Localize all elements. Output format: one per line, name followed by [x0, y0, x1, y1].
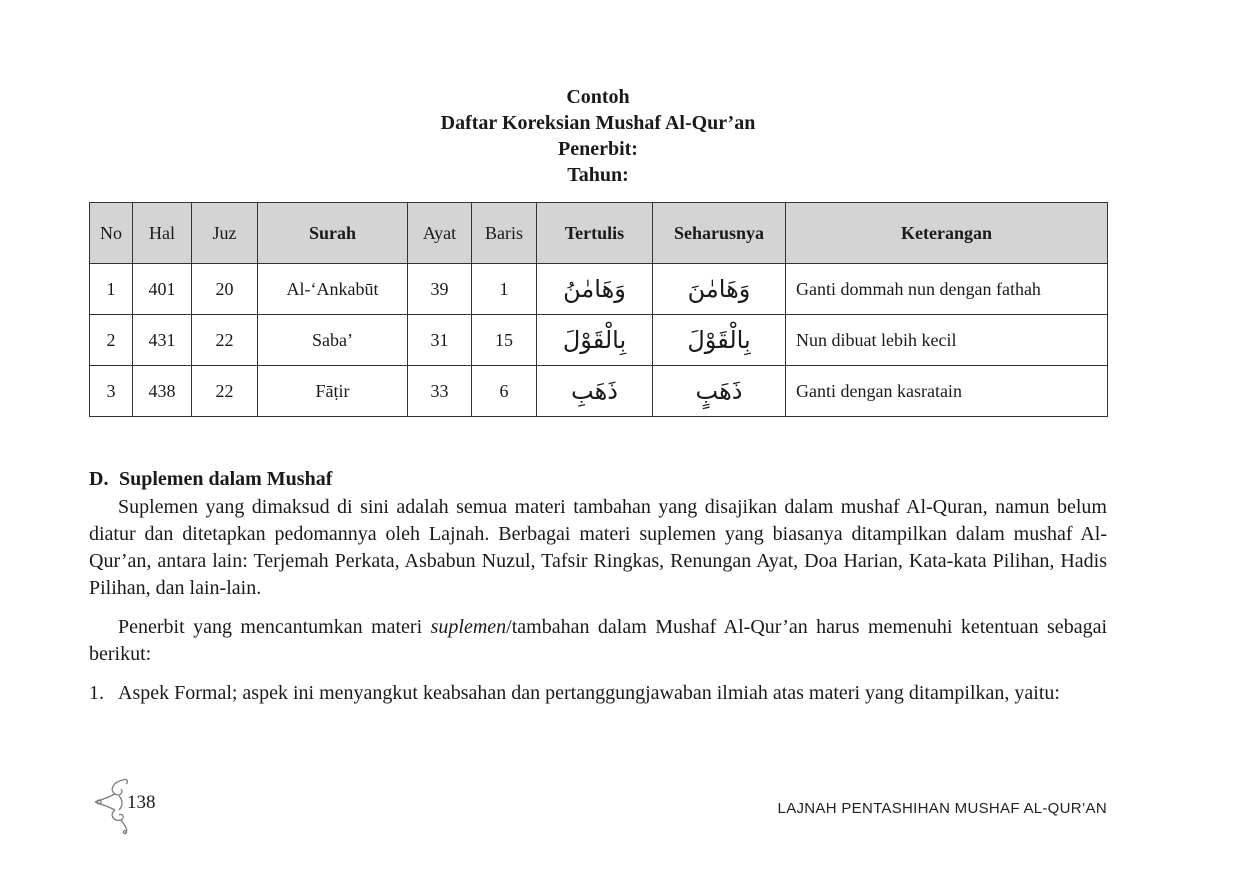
paragraph-penerbit-text-1: Penerbit yang mencantumkan materi: [118, 616, 431, 638]
cell-seharusnya: بِالْقَوْلَ: [653, 315, 786, 366]
section-title: Suplemen dalam Mushaf: [119, 468, 333, 490]
cell-baris: 6: [472, 366, 537, 417]
header-tertulis: Tertulis: [537, 203, 653, 264]
section-letter: D.: [89, 468, 109, 490]
cell-surah: Saba’: [258, 315, 408, 366]
cell-seharusnya: وَهَامٰنَ: [653, 264, 786, 315]
title-line-penerbit: Penerbit:: [558, 138, 638, 160]
table-row: [90, 315, 1108, 366]
page-number: 138: [127, 792, 156, 813]
paragraph-penerbit-italic: suplemen: [430, 616, 507, 638]
cell-juz: 20: [192, 264, 258, 315]
table-row: [90, 264, 1108, 315]
header-no: No: [90, 203, 133, 264]
cell-tertulis: ذَهَبِ: [537, 366, 653, 417]
cell-surah: Fāṭir: [258, 366, 408, 417]
running-title: LAJNAH PENTASHIHAN MUSHAF AL-QUR’AN: [777, 800, 1107, 817]
cell-juz: 22: [192, 315, 258, 366]
list-item: [89, 680, 1107, 707]
section-heading: [89, 468, 332, 491]
title-line-daftar: Daftar Koreksian Mushaf Al-Qur’an: [440, 112, 756, 134]
cell-juz: 22: [192, 366, 258, 417]
cell-ayat: 33: [408, 366, 472, 417]
header-surah: Surah: [258, 203, 408, 264]
paragraph-suplemen: Suplemen yang dimaksud di sini adalah semua materi tambahan yang disajikan dalam mushaf Al-Quran, namun belum diatur dan ditetapkan pedomannya oleh Lajnah. Berbagai materi suplemen yang biasanya ditampilkan dalam mushaf Al-Qur’an, antara lain: Terjemah Perkata, Asbabun Nuzul, Tafsir Ringkas, Renungan Ayat, Doa Harian, Kata-kata Pilihan, Hadis Pilihan, dan lain-lain.: [89, 496, 1107, 599]
header-baris: Baris: [472, 203, 537, 264]
cell-keterangan: Ganti dengan kasratain: [786, 366, 1108, 417]
cell-baris: 1: [472, 264, 537, 315]
cell-baris: 15: [472, 315, 537, 366]
cell-ayat: 39: [408, 264, 472, 315]
title-line-tahun: Tahun:: [567, 164, 629, 186]
header-hal: Hal: [133, 203, 192, 264]
title-line-contoh: Contoh: [566, 86, 630, 108]
cell-hal: 401: [133, 264, 192, 315]
cell-no: 3: [90, 366, 133, 417]
table-title-block: [89, 84, 1107, 188]
cell-tertulis: بِالْقَوْلَ: [537, 315, 653, 366]
paragraph-penerbit: [89, 614, 1107, 668]
header-keterangan: Keterangan: [786, 203, 1108, 264]
cell-surah: Al-‘Ankabūt: [258, 264, 408, 315]
cell-hal: 438: [133, 366, 192, 417]
header-seharusnya: Seharusnya: [653, 203, 786, 264]
correction-table: [89, 202, 1108, 417]
paragraph-penerbit-text-2: /tambahan dalam Mushaf Al-Qur’an harus memenuhi ketentuan sebagai berikut:: [89, 616, 1107, 665]
header-juz: Juz: [192, 203, 258, 264]
cell-hal: 431: [133, 315, 192, 366]
cell-seharusnya: ذَهَبٍ: [653, 366, 786, 417]
table-row: [90, 366, 1108, 417]
list-item-text: Aspek Formal; aspek ini menyangkut keabsahan dan pertanggungjawaban ilmiah atas materi yang ditampilkan, yaitu:: [118, 682, 1060, 704]
cell-keterangan: Nun dibuat lebih kecil: [786, 315, 1108, 366]
cell-ayat: 31: [408, 315, 472, 366]
table-header-row: [90, 203, 1108, 264]
header-ayat: Ayat: [408, 203, 472, 264]
cell-tertulis: وَهَامٰنُ: [537, 264, 653, 315]
cell-no: 1: [90, 264, 133, 315]
cell-no: 2: [90, 315, 133, 366]
list-item-number: 1.: [89, 682, 104, 704]
cell-keterangan: Ganti dommah nun dengan fathah: [786, 264, 1108, 315]
